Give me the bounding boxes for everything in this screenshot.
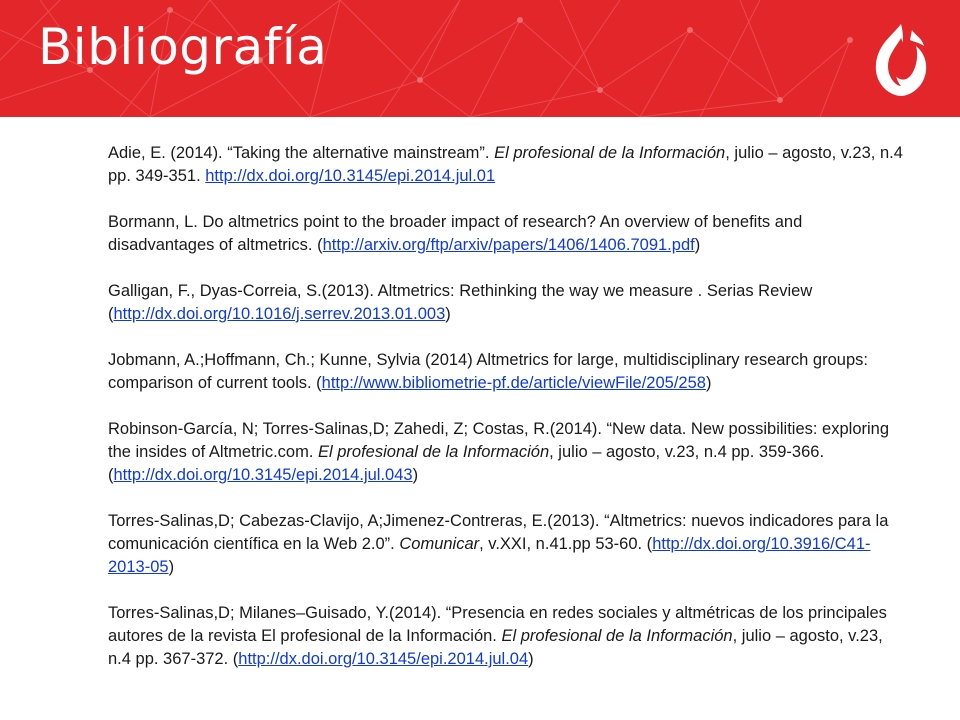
page-title: Bibliografía	[38, 18, 328, 76]
reference-entry: Bormann, L. Do altmetrics point to the broader impact of research? An overview of benefits and disadvantages of altmetrics. (http://arxiv.org/ftp/arxiv/papers/1406/1406.7091.pdf)	[108, 213, 803, 254]
reference-link[interactable]: http://dx.doi.org/10.3145/epi.2014.jul.043	[113, 466, 413, 484]
reference-entry: Galligan, F., Dyas-Correia, S.(2013). Altmetrics: Rethinking the way we measure . Serias Review (http://dx.doi.org/10.1016/j.serrev.2013.01.003)	[108, 282, 813, 323]
reference-link[interactable]: http://dx.doi.org/10.3145/epi.2014.jul.01	[205, 167, 496, 185]
upc-flame-logo-icon	[864, 16, 938, 100]
reference-entry: Torres-Salinas,D; Milanes–Guisado, Y.(2014). “Presencia en redes sociales y altmétricas de los principales autores de la revista El profesional de la Información. El profesional de la Información, julio – agosto, v.23, n.4 pp. 367-372. (http://dx.doi.org/10.3145/epi.2014.jul.04)	[108, 604, 887, 668]
reference-link[interactable]: http://dx.doi.org/10.3145/epi.2014.jul.04	[238, 650, 529, 668]
bibliography-list	[108, 142, 908, 694]
reference-entry: Jobmann, A.;Hoffmann, Ch.; Kunne, Sylvia (2014) Altmetrics for large, multidisciplinary research groups: comparison of current tools. (http://www.bibliometrie-pf.de/article/viewFile/205/258)	[108, 351, 868, 392]
reference-link[interactable]: http://dx.doi.org/10.1016/j.serrev.2013.01.003	[113, 305, 446, 323]
reference-link[interactable]: http://dx.doi.org/10.3916/C41-2013-05	[108, 535, 871, 576]
reference-entry: Torres-Salinas,D; Cabezas-Clavijo, A;Jimenez-Contreras, E.(2013). “Altmetrics: nuevos indicadores para la comunicación científica en la Web 2.0”. Comunicar, v.XXI, n.41.pp 53-60. (http://dx.doi.org/10.3916/C41-2013-05)	[108, 512, 889, 576]
reference-entry: Robinson-García, N; Torres-Salinas,D; Zahedi, Z; Costas, R.(2014). “New data. New possibilities: exploring the insides of Altmetric.com. El profesional de la Información, julio – agosto, v.23, n.4 pp. 359-366. (http://dx.doi.org/10.3145/epi.2014.jul.043)	[108, 420, 890, 484]
reference-entry: Adie, E. (2014). “Taking the alternative mainstream”. El profesional de la Información, julio – agosto, v.23, n.4 pp. 349-351. http://dx.doi.org/10.3145/epi.2014.jul.01	[108, 144, 903, 185]
reference-link[interactable]: http://arxiv.org/ftp/arxiv/papers/1406/1406.7091.pdf	[322, 236, 695, 254]
header-banner	[0, 0, 960, 117]
reference-link[interactable]: http://www.bibliometrie-pf.de/article/viewFile/205/258	[321, 374, 706, 392]
